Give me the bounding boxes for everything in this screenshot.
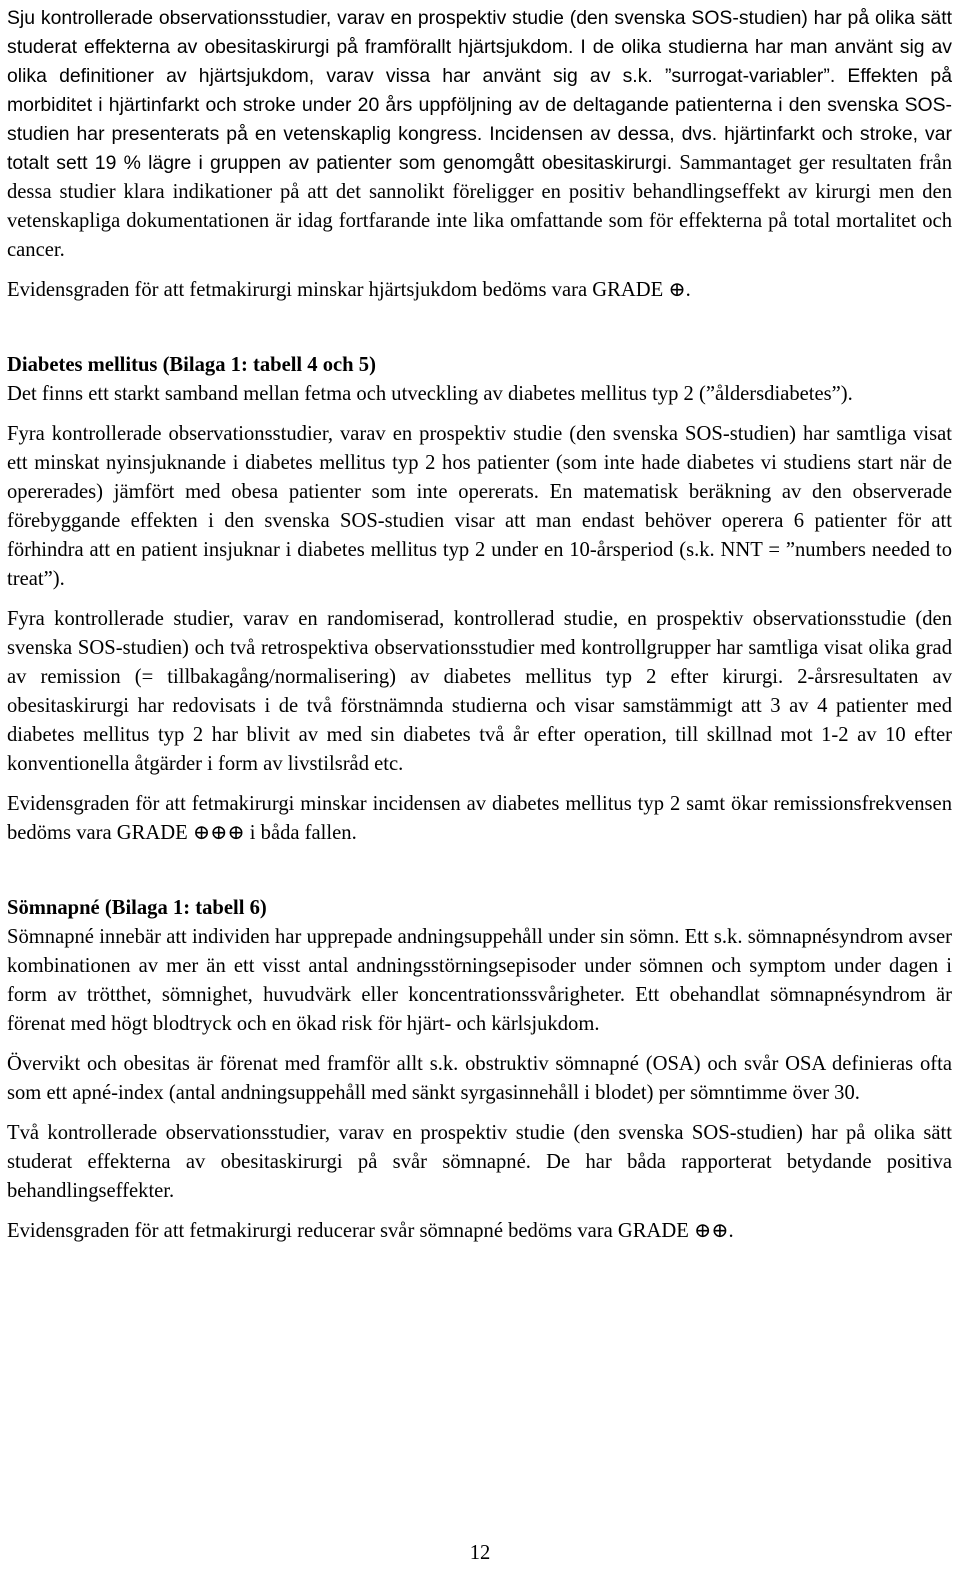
page-number: 12 xyxy=(469,1542,491,1564)
diabetes-heading: Diabetes mellitus (Bilaga 1: tabell 4 och 5) xyxy=(7,354,376,376)
sleep-apnea-heading: Sömnapné (Bilaga 1: tabell 6) xyxy=(7,897,267,919)
diabetes-paragraph-3: Fyra kontrollerade studier, varav en randomiserad, kontrollerad studie, en prospektiv observationsstudie (den svenska SOS-studien) och två retrospektiva observationsstudier med kontrollgrupper har samtliga visat olika grad av remission (= tillbakagång/normalisering) av diabetes mellitus typ 2 efter kirurgi. 2-årsresultaten av obesitaskirurgi har redovisats i de två förstnämnda studierna och visar samstämmigt att 3 av 4 patienter med diabetes mellitus typ 2 har blivit av med sin diabetes två år efter operation, till skillnad mot 1-2 av 10 efter konventionella åtgärder i form av livstilsråd etc. xyxy=(7,608,952,775)
intro-text-sans: Sju kontrollerade observationsstudier, varav en prospektiv studie (den svenska SOS-studien) har på olika sätt studerat effekterna av obesitaskirurgi på framförallt hjärtsjukdom. I de olika studierna har man använt sig av olika definitioner av hjärtsjukdom, varav vissa har använt sig av s.k. ”surrogat-variabler”. Effekten på morbiditet i hjärtinfarkt och stroke under 20 års uppföljning av de deltagande patienterna i den svenska SOS-studien har presenterats på en vetenskaplig kongress. Incidensen av dessa, dvs. hjärtinfarkt och stroke, var totalt sett 19 % lägre i gruppen av patienter som genomgått obesitaskirurgi. xyxy=(7,7,952,174)
sleep-apnea-paragraph-2: Övervikt och obesitas är förenat med framför allt s.k. obstruktiv sömnapné (OSA) och svår OSA definieras ofta som ett apné-index (antal andningsuppehåll med sänkt syrgasinnehåll i blodet) per sömntimme över 30. xyxy=(7,1053,952,1104)
intro-paragraph xyxy=(7,4,952,265)
sleep-apnea-evidence-paragraph: Evidensgraden för att fetmakirurgi reducerar svår sömnapné bedöms vara GRADE ⊕⊕. xyxy=(7,1220,734,1242)
document-page xyxy=(7,0,952,1246)
intro-text-serif: Sammantaget ger resultaten från dessa studier klara indikationer på att det sannolikt föreligger en positiv behandlingseffekt av kirurgi men den vetenskapliga dokumentationen är idag fortfarande inte lika omfattande som för effekterna på total mortalitet och cancer. xyxy=(7,152,952,261)
heart-evidence-paragraph: Evidensgraden för att fetmakirurgi minskar hjärtsjukdom bedöms vara GRADE ⊕. xyxy=(7,279,691,301)
diabetes-paragraph-2: Fyra kontrollerade observationsstudier, varav en prospektiv studie (den svenska SOS-studien) har samtliga visat ett minskat nyinsjuknande i diabetes mellitus typ 2 hos patienter (som inte hade diabetes vi studiens start när de opererades) jämfört med obesa patienter som inte opererats. En matematisk beräkning av den observerade förebyggande effekten i den svenska SOS-studien visar att man endast behöver operera 6 patienter för att förhindra att en patient insjuknar i diabetes mellitus typ 2 under en 10-årsperiod (s.k. NNT = ”numbers needed to treat”). xyxy=(7,423,952,590)
diabetes-paragraph-1: Det finns ett starkt samband mellan fetma och utveckling av diabetes mellitus typ 2 (”åldersdiabetes”). xyxy=(7,383,853,405)
diabetes-evidence-paragraph: Evidensgraden för att fetmakirurgi minskar incidensen av diabetes mellitus typ 2 samt ökar remissionsfrekvensen bedöms vara GRADE ⊕⊕⊕ i båda fallen. xyxy=(7,793,952,844)
sleep-apnea-paragraph-3: Två kontrollerade observationsstudier, varav en prospektiv studie (den svenska SOS-studien) har på olika sätt studerat effekterna av obesitaskirurgi på svår sömnapné. De har båda rapporterat betydande positiva behandlingseffekter. xyxy=(7,1122,952,1202)
sleep-apnea-paragraph-1: Sömnapné innebär att individen har upprepade andningsuppehåll under sin sömn. Ett s.k. sömnapnésyndrom avser kombinationen av mer än ett visst antal andningsstörningsepisoder under sömnen och symptom under dagen i form av trötthet, sömnighet, huvudvärk eller koncentrationssvårigheter. Ett obehandlat sömnapnésyndrom är förenat med högt blodtryck och en ökad risk för hjärt- och kärlsjukdom. xyxy=(7,926,952,1035)
